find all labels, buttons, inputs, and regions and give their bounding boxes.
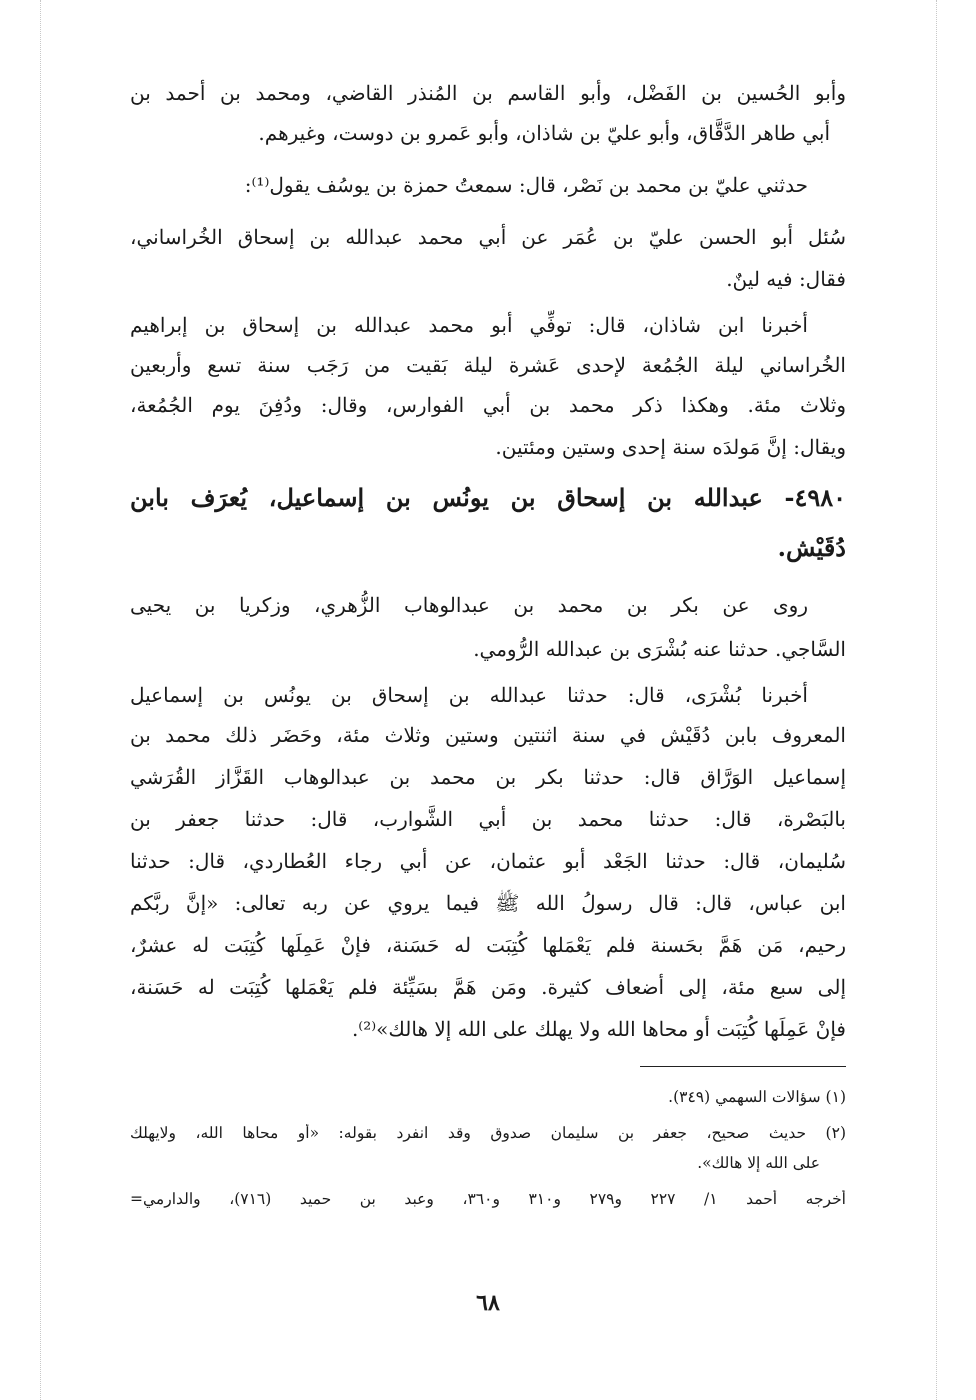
text-line: أخبرنا بُشْرَى، قال: حدثنا عبدالله بن إسحاق بن يونُس بن إسماعيل [130, 683, 808, 707]
text-line: إسماعيل الوَرَّاق قال: حدثنا بكر بن محمد بن عبدالوهاب القَزَّاز القُرَشي [130, 765, 846, 789]
entry-heading: ٤٩٨٠- عبدالله بن إسحاق بن يونُس بن إسماعيل، يُعرَف بابن [130, 483, 846, 512]
footnote-1: (١) سؤالات السهمي (٣٤٩). [668, 1088, 846, 1106]
scan-margin-line-right [936, 0, 937, 1400]
entry-heading-cont: دُقَيْش. [777, 533, 846, 562]
text-line: حدثني عليّ بن محمد بن نَصْر، قال: سمعتُ حمزة بن يوسُف يقول⁽¹⁾: [244, 173, 808, 197]
text-line: أبي طاهر الدَّقَّاق، وأبو عليّ بن شاذان، وأبو عَمرو بن دوست، وغيرهم. [258, 121, 830, 145]
text-line: فقال: فيه لينٌ. [726, 267, 846, 291]
text-line: وأبو الحُسين بن الفَضْل، وأبو القاسم بن المُنذر القاضي، ومحمد بن أحمد بن [130, 81, 846, 105]
text-line: سُليمان، قال: حدثنا الجَعْد أبو عثمان، عن أبي رجاء العُطاردي، قال: حدثنا [130, 849, 846, 873]
text-line: سُئل أبو الحسن عليّ بن عُمَر عن أبي محمد عبدالله بن إسحاق الخُراساني، [130, 225, 846, 249]
footnote-2-cont: على الله إلا هالك». [697, 1154, 820, 1172]
scan-margin-line-left [40, 0, 41, 1400]
text-line: رحيم، مَن هَمَّ بحَسنة فلم يَعْمَلها كُتِبَت له حَسَنة، فإنْ عَمِلَها كُتِبَت له عشرٌ، [130, 933, 846, 957]
text-line: ابن عباس، قال: قال رسولُ الله ﷺ فيما يروي عن ربه تعالى: «إنَّ ربَّكم [130, 891, 846, 915]
text-line: فإنْ عَمِلَها كُتِبَت أو محاها الله ولا يهلك على الله إلا هالك»⁽²⁾. [351, 1017, 846, 1041]
text-line: روى عن بكر بن محمد بن عبدالوهاب الزُّهري، وزكريا بن يحيى [130, 593, 808, 617]
page-number: ٦٨ [476, 1290, 500, 1316]
text-line: بالبَصْرة، قال: حدثنا محمد بن أبي الشَّوارب، قال: حدثنا جعفر بن [130, 807, 846, 831]
footnote-2: (٢) حديث صحيح، جعفر بن سليمان صدوق وقد انفرد بقوله: «أو محاها الله، ولايهلك [130, 1124, 846, 1142]
footnote-separator [640, 1066, 846, 1067]
text-line: أخبرنا ابن شاذان، قال: توفِّي أبو محمد عبدالله بن إسحاق بن إبراهيم [130, 313, 808, 337]
text-line: إلى سبع مئة، إلى أضعاف كثيرة. ومَن هَمَّ بسَيِّئة فلم يَعْمَلها كُتِبَت له حَسَنة، [130, 975, 846, 999]
text-line: وثلاث مئة. وهكذا ذكر محمد بن أبي الفوارس، وقال: ودُفِنَ يوم الجُمُعة، [130, 393, 846, 417]
text-line: المعروف بابن دُقَيْش في سنة اثنتين وستين وثلاث مئة، وحَضَر ذلك محمد بن [130, 723, 846, 747]
text-line: ويقال: إنَّ مَولدَه سنة إحدى وستين ومئتين. [495, 435, 846, 459]
text-line: الخُراساني ليلة الجُمُعة لإحدى عَشرة ليلة بَقيت من رَجَب سنة تسع وأربعين [130, 353, 846, 377]
text-line: السَّاجي. حدثنا عنه بُشْرَى بن عبدالله الرُّومي. [473, 637, 846, 661]
footnote-2-source: أخرجه أحمد ١/ ٢٢٧ و٢٧٩ و٣١٠ و٣٦٠، وعبد بن حميد (٧١٦)، والدارمي= [130, 1190, 846, 1208]
